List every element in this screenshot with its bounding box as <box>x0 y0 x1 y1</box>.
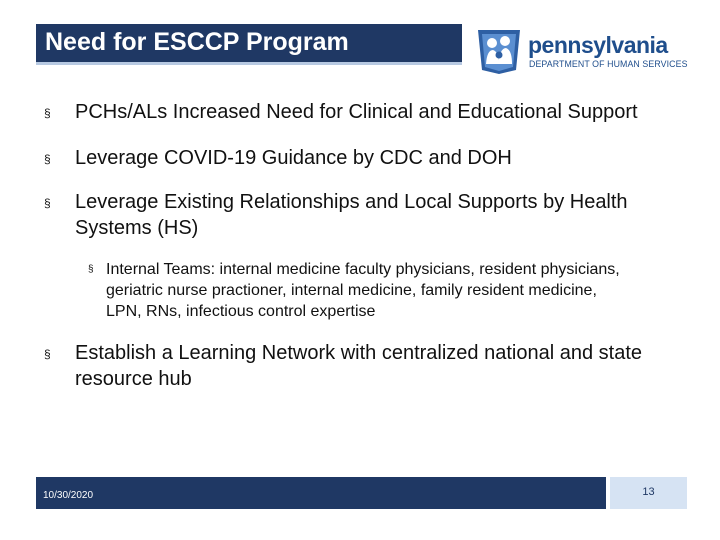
bullet-marker: § <box>44 347 51 361</box>
slide-title: Need for ESCCP Program <box>45 28 349 56</box>
bullet-text: Establish a Learning Network with centralized national and state resource hub <box>75 342 642 390</box>
dhs-logo <box>472 26 708 76</box>
bullet-marker: § <box>44 196 51 210</box>
logo-wordmark: pennsylvania <box>528 32 668 58</box>
bullet-marker: § <box>44 152 51 166</box>
footer-bar <box>36 477 606 509</box>
bullet-marker: § <box>44 106 51 120</box>
bullet-text: PCHs/ALs Increased Need for Clinical and Educational Support <box>75 101 638 123</box>
bullet-item <box>44 99 694 125</box>
bullet-item <box>44 145 694 171</box>
page-number: 13 <box>642 486 655 498</box>
sub-bullet-item <box>44 259 634 322</box>
sub-bullet-marker: § <box>88 264 94 275</box>
title-bar <box>36 24 462 62</box>
bullet-item <box>44 189 635 241</box>
title-underline <box>36 62 462 65</box>
keystone-family-icon <box>472 26 526 76</box>
footer-date: 10/30/2020 <box>43 490 94 501</box>
bullet-text: Leverage Existing Relationships and Local Supports by Health Systems (HS) <box>75 191 628 239</box>
bullet-item <box>44 340 695 392</box>
bullet-list <box>44 99 694 392</box>
page-number-box <box>608 477 687 509</box>
bullet-text: Leverage COVID-19 Guidance by CDC and DOH <box>75 147 512 169</box>
sub-bullet-text: Internal Teams: internal medicine faculty physicians, resident physicians, geriatric nurse practioner, internal medicine, family resident medicine, LPN, RNs, infectious control expertise <box>106 261 620 320</box>
logo-tagline: DEPARTMENT OF HUMAN SERVICES <box>529 59 688 69</box>
